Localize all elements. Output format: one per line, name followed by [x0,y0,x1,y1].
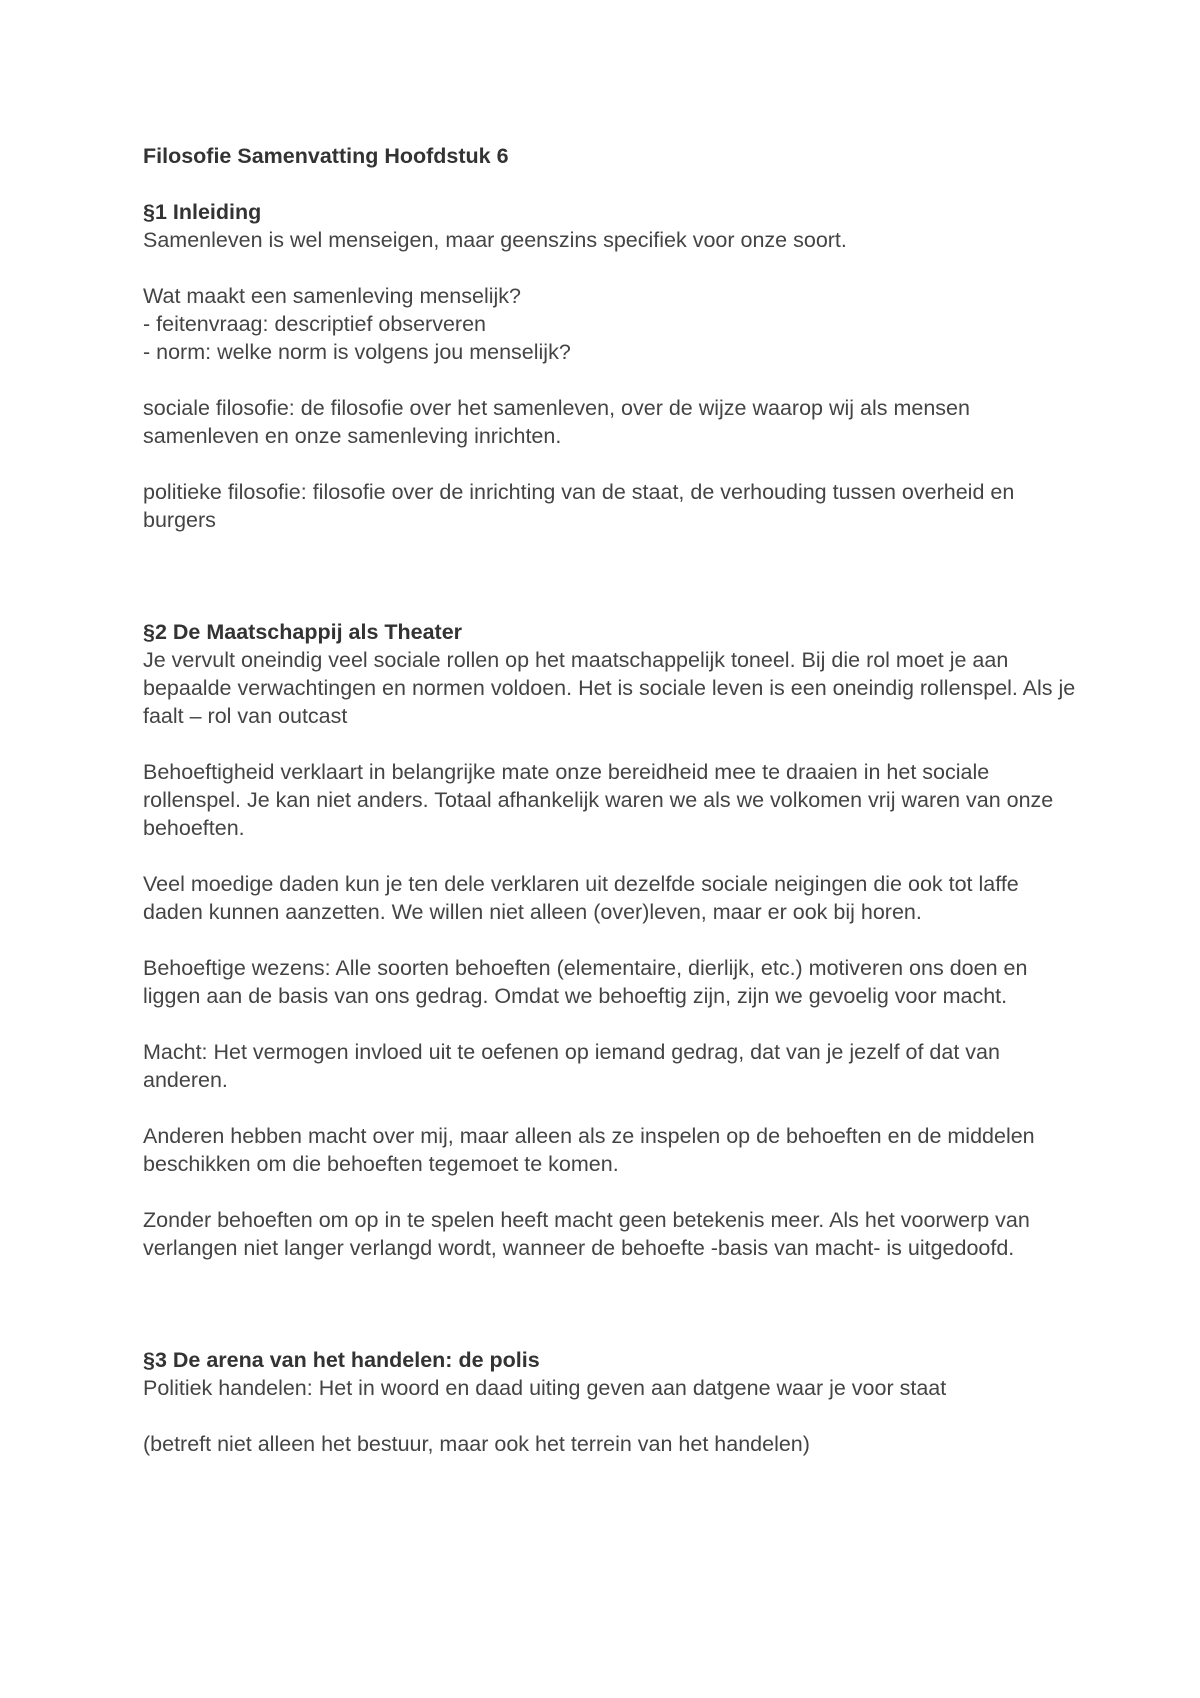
paragraph: Je vervult oneindig veel sociale rollen op het maatschappelijk toneel. Bij die rol moet je aan bepaalde verwachtingen en normen voldoen. Het is sociale leven is een oneindig rollenspel. Als je faalt – rol van outcast [143,648,1076,728]
paragraph: (betreft niet alleen het bestuur, maar ook het terrein van het handelen) [143,1432,810,1456]
document-title: Filosofie Samenvatting Hoofdstuk 6 [143,144,509,168]
paragraph: Wat maakt een samenleving menselijk? [143,284,522,308]
paragraph: sociale filosofie: de filosofie over het samenleven, over de wijze waarop wij als mensen samenleven en onze samenleving inrichten. [143,396,970,448]
section-heading-3: §3 De arena van het handelen: de polis [143,1348,540,1372]
paragraph: Zonder behoeften om op in te spelen heeft macht geen betekenis meer. Als het voorwerp van verlangen niet langer verlangd wordt, wanneer de behoefte -basis van macht- is uitgedoofd. [143,1208,1030,1260]
paragraph: politieke filosofie: filosofie over de inrichting van de staat, de verhouding tussen overheid en burgers [143,480,1015,532]
paragraph: Politiek handelen: Het in woord en daad uiting geven aan datgene waar je voor staat [143,1376,947,1400]
list-item: - norm: welke norm is volgens jou menselijk? [143,340,571,364]
paragraph: Behoeftigheid verklaart in belangrijke mate onze bereidheid mee te draaien in het sociale rollenspel. Je kan niet anders. Totaal afhankelijk waren we als we volkomen vrij waren van onze behoeften. [143,760,1054,840]
section-heading-2: §2 De Maatschappij als Theater [143,620,463,644]
document-body [143,142,1078,1458]
paragraph: Samenleven is wel menseigen, maar geenszins specifiek voor onze soort. [143,228,847,252]
list-item: - feitenvraag: descriptief observeren [143,312,486,336]
paragraph: Anderen hebben macht over mij, maar alleen als ze inspelen op de behoeften en de middelen beschikken om die behoeften tegemoet te komen. [143,1124,1035,1176]
paragraph: Behoeftige wezens: Alle soorten behoeften (elementaire, dierlijk, etc.) motiveren ons doen en liggen aan de basis van ons gedrag. Omdat we behoeftig zijn, zijn we gevoelig voor macht. [143,956,1028,1008]
section-heading-1: §1 Inleiding [143,200,262,224]
paragraph: Macht: Het vermogen invloed uit te oefenen op iemand gedrag, dat van je jezelf of dat van anderen. [143,1040,1000,1092]
paragraph: Veel moedige daden kun je ten dele verklaren uit dezelfde sociale neigingen die ook tot laffe daden kunnen aanzetten. We willen niet alleen (over)leven, maar er ook bij horen. [143,872,1019,924]
